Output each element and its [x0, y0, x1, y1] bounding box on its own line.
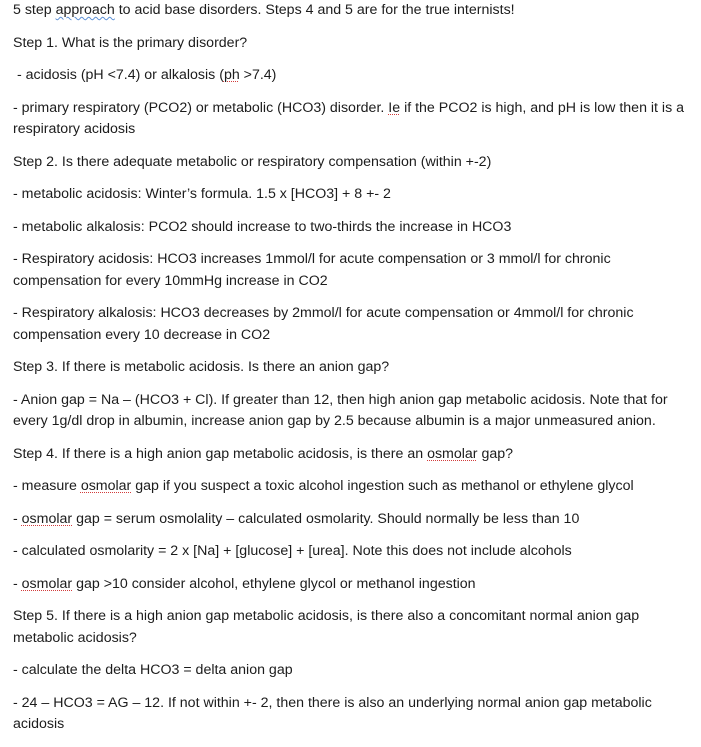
- spelling-flag-osmolar[interactable]: osmolar: [427, 445, 478, 462]
- step4-heading: [13, 444, 697, 466]
- spelling-flag-osmolar[interactable]: osmolar: [21, 575, 73, 592]
- step4-heading-text: Step 4. If there is a high anion gap metabolic acidosis, is there an: [13, 445, 428, 462]
- step1-item-acidosis-alkalosis: [13, 65, 697, 87]
- spelling-flag-ie[interactable]: Ie: [388, 99, 401, 116]
- title-text-rest: to acid base disorders. Steps 4 and 5 are for the true internists!: [114, 2, 515, 18]
- spelling-flag-osmolar[interactable]: osmolar: [80, 478, 132, 494]
- step4-item1-text: - measure: [13, 478, 81, 494]
- step2-item-respiratory-alkalosis: - Respiratory alkalosis: HCO3 decreases by 2mmol/l for acute compensation or 4mmol/l for chronic compensation every 10 decrease in CO2: [13, 305, 638, 343]
- step4-item2-text: -: [13, 510, 22, 527]
- step4-heading-text-rest: gap?: [477, 445, 514, 462]
- spelling-flag-osmolar[interactable]: osmolar: [21, 510, 73, 527]
- grammar-flag-approach[interactable]: approach: [55, 2, 115, 18]
- step4-item-calculated-osmolarity: - calculated osmolarity = 2 x [Na] + [glucose] + [urea]. Note this does not include alcohols: [13, 543, 572, 559]
- step4-item-gap-definition: [13, 509, 697, 531]
- document-body: [13, 0, 697, 747]
- spelling-flag-ph[interactable]: ph: [223, 67, 240, 83]
- step5-item-formula: - 24 – HCO3 = AG – 12. If not within +- 2, then there is also an underlying normal anion gap metabolic acidosis: [13, 694, 656, 732]
- step5-heading: Step 5. If there is a high anion gap metabolic acidosis, is there also a concomitant normal anion gap metabolic acidosis?: [13, 608, 644, 646]
- step2-item-metabolic-acidosis: - metabolic acidosis: Winter’s formula. 1.5 x [HCO3] + 8 +- 2: [13, 186, 391, 202]
- step3-heading: Step 3. If there is metabolic acidosis. Is there an anion gap?: [13, 359, 390, 375]
- step2-item-metabolic-alkalosis: - metabolic alkalosis: PCO2 should increase to two-thirds the increase in HCO3: [13, 218, 512, 235]
- step1-item-primary-disorder: [13, 98, 697, 141]
- document-title: [13, 0, 697, 22]
- step2-item-respiratory-acidosis: - Respiratory acidosis: HCO3 increases 1mmol/l for acute compensation or 3 mmol/l for chronic compensation for every 10mmHg increase in CO2: [13, 251, 615, 289]
- step1-item-text: - acidosis (pH <7.4) or alkalosis (: [13, 67, 224, 83]
- step1-item-text-rest: >7.4): [239, 67, 277, 83]
- step1-item2-text-rest: if the PCO2 is high, and pH is low then it is a respiratory acidosis: [13, 99, 688, 137]
- step4-item-measure-gap: [13, 476, 697, 498]
- step3-item-anion-gap: - Anion gap = Na – (HCO3 + Cl). If greater than 12, then high anion gap metabolic acidosis. Note that for every 1g/dl drop in albumin, increase anion gap by 2.5 because albumin is a major unmeasured anion.: [13, 391, 672, 429]
- step4-item2-text-rest: gap = serum osmolality – calculated osmolarity. Should normally be less than 10: [72, 510, 580, 527]
- step2-heading: Step 2. Is there adequate metabolic or respiratory compensation (within +-2): [13, 153, 492, 170]
- step4-item4-text-rest: gap >10 consider alcohol, ethylene glycol or methanol ingestion: [72, 575, 476, 592]
- step5-item-delta: - calculate the delta HCO3 = delta anion gap: [13, 662, 293, 678]
- step1-item2-text: - primary respiratory (PCO2) or metabolic (HCO3) disorder.: [13, 99, 389, 116]
- step1-heading: Step 1. What is the primary disorder?: [13, 34, 248, 51]
- step4-item1-text-rest: gap if you suspect a toxic alcohol ingestion such as methanol or ethylene glycol: [131, 478, 634, 494]
- title-text: 5 step: [13, 2, 56, 18]
- step4-item4-text: -: [13, 575, 22, 592]
- step4-item-gap-threshold: [13, 574, 697, 596]
